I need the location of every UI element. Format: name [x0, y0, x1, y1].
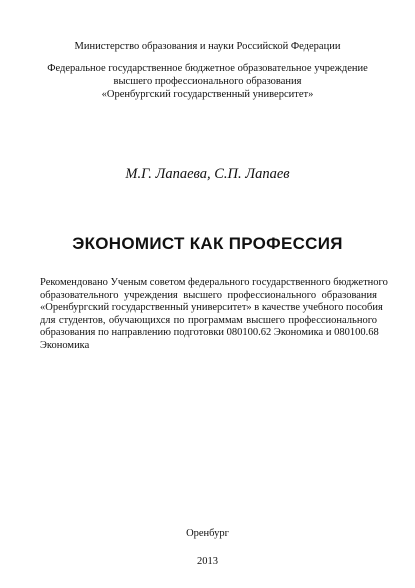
authors: М.Г. Лапаева, С.П. Лапаев [125, 166, 290, 182]
institution-line: Федеральное государственное бюджетное образовательное учреждение [47, 63, 368, 74]
ministry-name: Министерство образования и науки Российской Федерации [74, 41, 341, 52]
recommendation-line: Экономика [40, 339, 90, 351]
recommendation-line: Рекомендовано Ученым советом федерального государственного бюджетного [40, 277, 388, 288]
publication-year: 2013 [197, 556, 218, 567]
book-title: ЭКОНОМИСТ КАК ПРОФЕССИЯ [72, 234, 343, 253]
recommendation-line: «Оренбургский государственный университет» в качестве учебного пособия [40, 302, 383, 314]
institution-name [0, 62, 415, 101]
recommendation-text [40, 277, 388, 353]
institution-line: «Оренбургский государственный университет» [101, 89, 314, 100]
institution-line: высшего профессионального образования [113, 76, 302, 87]
recommendation-line: для студентов, обучающихся по программам высшего профессионального [40, 314, 377, 326]
publication-city: Оренбург [186, 528, 229, 539]
recommendation-line: образования по направлению подготовки 080100.62 Экономика и 080100.68 [40, 327, 379, 339]
recommendation-line: образовательного учреждения высшего профессионального образования [40, 289, 377, 301]
